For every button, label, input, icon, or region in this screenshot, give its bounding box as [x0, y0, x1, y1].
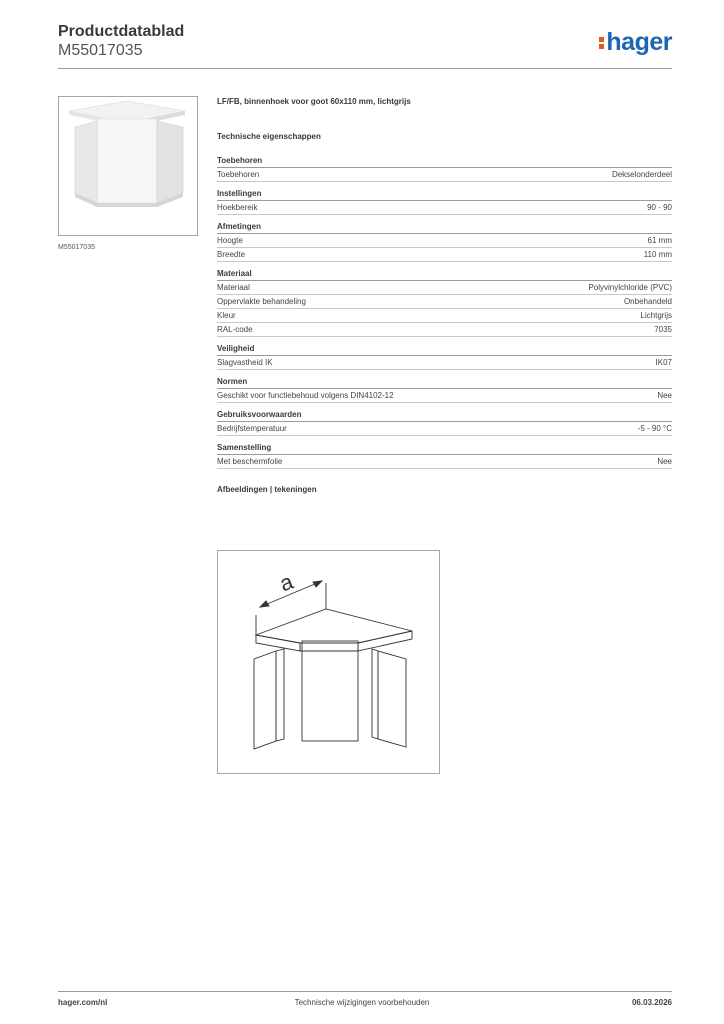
page-header — [58, 22, 184, 60]
spec-group — [217, 154, 672, 182]
spec-value: Lichtgrijs — [640, 311, 672, 320]
spec-row — [217, 389, 672, 403]
footer-date: 06.03.2026 — [631, 998, 672, 1007]
document-title: Productdatablad — [58, 23, 185, 40]
spec-label: Hoekbereik — [217, 203, 258, 212]
spec-row — [217, 295, 672, 309]
spec-value: Dekselonderdeel — [611, 170, 672, 179]
spec-label: Bedrijfstemperatuur — [217, 424, 287, 433]
spec-group-title: Instellingen — [217, 187, 672, 201]
spec-value: -5 - 90 °C — [637, 424, 672, 433]
logo-text: hager — [606, 28, 672, 56]
spec-group — [217, 187, 672, 215]
product-image-caption: M55017035 — [58, 244, 95, 251]
spec-group — [217, 375, 672, 403]
article-number: M55017035 — [58, 42, 143, 59]
spec-value: Polyvinylchloride (PVC) — [588, 283, 672, 292]
spec-value: Onbehandeld — [623, 297, 672, 306]
spec-label: Breedte — [217, 250, 246, 259]
spec-label: Geschikt voor functiebehoud volgens DIN4102-12 — [217, 391, 394, 400]
spec-group — [217, 441, 672, 469]
spec-label: Materiaal — [217, 283, 250, 292]
spec-groups — [217, 154, 672, 469]
spec-value: 110 mm — [643, 250, 672, 259]
spec-row — [217, 248, 672, 262]
images-section-title: Afbeeldingen | tekeningen — [217, 485, 317, 494]
technical-drawing — [217, 550, 440, 774]
spec-group — [217, 342, 672, 370]
spec-row — [217, 309, 672, 323]
main-content — [217, 96, 672, 495]
hager-logo[interactable] — [599, 28, 672, 57]
spec-label: Kleur — [217, 311, 236, 320]
spec-group — [217, 408, 672, 436]
spec-row — [217, 234, 672, 248]
spec-group-title: Gebruiksvoorwaarden — [217, 408, 672, 422]
spec-label: Hoogte — [217, 236, 243, 245]
spec-row — [217, 356, 672, 370]
spec-label: RAL-code — [217, 325, 253, 334]
spec-group-title: Normen — [217, 375, 672, 389]
header-divider — [58, 68, 672, 69]
spec-row — [217, 455, 672, 469]
spec-row — [217, 281, 672, 295]
corner-drawing-icon — [218, 551, 439, 773]
spec-value: 90 - 90 — [647, 203, 672, 212]
spec-label: Oppervlakte behandeling — [217, 297, 306, 306]
footer-disclaimer: Technische wijzigingen voorbehouden — [294, 998, 430, 1007]
spec-group — [217, 220, 672, 262]
footer-divider — [58, 991, 672, 992]
spec-group-title: Samenstelling — [217, 441, 672, 455]
logo-dots-icon — [599, 35, 604, 51]
spec-group-title: Veiligheid — [217, 342, 672, 356]
dimension-label: a — [276, 568, 297, 597]
spec-value: IK07 — [655, 358, 672, 367]
spec-group — [217, 267, 672, 337]
spec-row — [217, 422, 672, 436]
specs-section-title: Technische eigenschappen — [217, 132, 321, 141]
spec-row — [217, 323, 672, 337]
spec-value: Nee — [657, 391, 672, 400]
spec-group-title: Materiaal — [217, 267, 672, 281]
spec-group-title: Afmetingen — [217, 220, 672, 234]
product-description: LF/FB, binnenhoek voor goot 60x110 mm, lichtgrijs — [217, 97, 411, 106]
product-image — [58, 96, 198, 236]
spec-value: 7035 — [654, 325, 672, 334]
spec-group-title: Toebehoren — [217, 154, 672, 168]
spec-row — [217, 168, 672, 182]
spec-label: Met beschermfolie — [217, 457, 283, 466]
spec-row — [217, 201, 672, 215]
spec-value: Nee — [657, 457, 672, 466]
footer-website-link[interactable]: hager.com/nl — [58, 998, 108, 1007]
spec-label: Slagvastheid IK — [217, 358, 273, 367]
product-photo-icon — [59, 97, 197, 235]
spec-value: 61 mm — [647, 236, 672, 245]
spec-label: Toebehoren — [217, 170, 260, 179]
